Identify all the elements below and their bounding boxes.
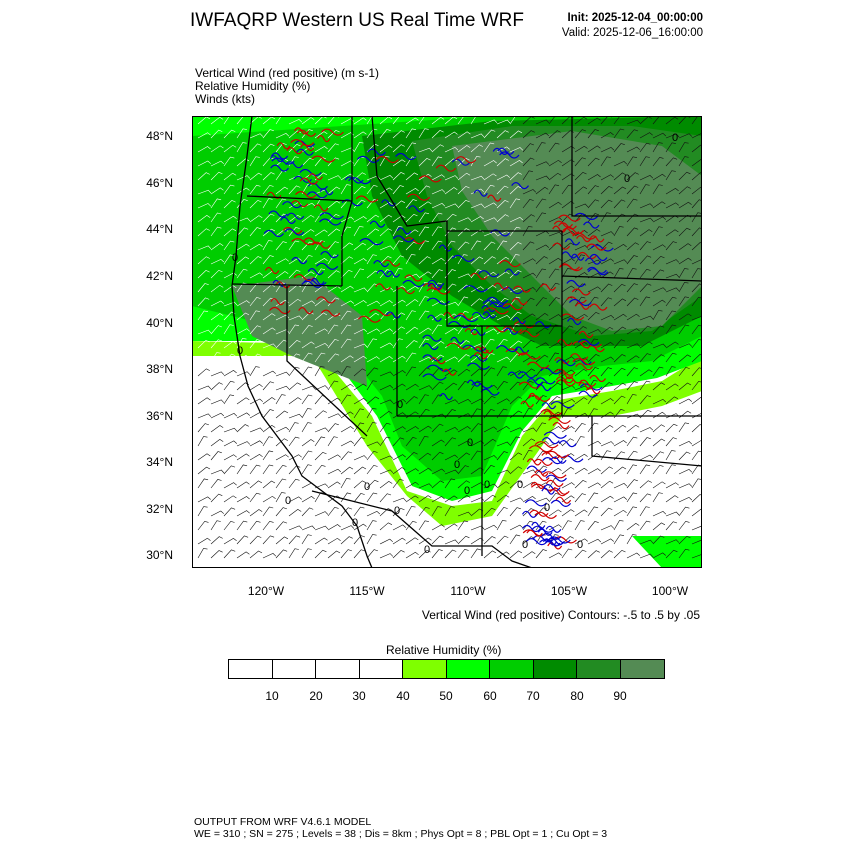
legend-tick: 90	[613, 689, 627, 703]
lat-label-36: 36°N	[146, 409, 173, 423]
legend-swatch	[360, 660, 404, 678]
rh-color-legend	[228, 659, 665, 679]
valid-time: Valid: 2025-12-06_16:00:00	[561, 27, 703, 39]
legend-tick: 50	[439, 689, 453, 703]
contour-label: 0	[424, 544, 431, 556]
contour-label: 0	[522, 539, 529, 551]
legend-swatch	[577, 660, 621, 678]
lat-label-38: 38°N	[146, 362, 173, 376]
contour-label: 0	[364, 481, 371, 493]
lat-label-44: 44°N	[146, 222, 173, 236]
legend-swatch	[534, 660, 578, 678]
contour-label: 0	[672, 132, 679, 144]
contour-label: 0	[232, 252, 239, 264]
legend-swatch	[621, 660, 665, 678]
legend-swatch	[490, 660, 534, 678]
lat-label-42: 42°N	[146, 269, 173, 283]
map-panel	[192, 116, 702, 568]
legend-tick: 30	[352, 689, 366, 703]
lon-label-120: 120°W	[247, 584, 285, 598]
legend-title: Relative Humidity (%)	[386, 643, 502, 657]
lat-label-48: 48°N	[146, 129, 173, 143]
contour-label: 0	[394, 505, 401, 517]
lon-label-105: 105°W	[550, 584, 588, 598]
contour-label: 0	[624, 173, 631, 185]
contour-info: Vertical Wind (red positive) Contours: -.5 to .5 by .05	[421, 608, 700, 622]
lat-label-46: 46°N	[146, 176, 173, 190]
contour-label: 0	[517, 479, 524, 491]
footer-model: OUTPUT FROM WRF V4.6.1 MODEL	[194, 816, 372, 828]
legend-tick: 80	[570, 689, 584, 703]
contour-label: 0	[237, 345, 244, 357]
variable-relative-humidity: Relative Humidity (%)	[195, 79, 311, 93]
contour-label: 0	[577, 539, 584, 551]
lon-label-115: 115°W	[349, 584, 385, 598]
legend-tick: 10	[265, 689, 279, 703]
lat-label-30: 30°N	[146, 548, 173, 562]
lat-label-34: 34°N	[146, 455, 173, 469]
legend-swatch	[273, 660, 317, 678]
contour-label: 0	[454, 459, 461, 471]
lat-label-40: 40°N	[146, 316, 173, 330]
footer-config: WE = 310 ; SN = 275 ; Levels = 38 ; Dis = 8km ; Phys Opt = 8 ; PBL Opt = 1 ; Cu Opt = 3	[194, 828, 608, 840]
legend-tick: 20	[309, 689, 323, 703]
legend-tick: 70	[526, 689, 540, 703]
plot-title: IWFAQRP Western US Real Time WRF	[190, 10, 524, 31]
lon-label-100: 100°W	[651, 584, 689, 598]
legend-tick: 60	[483, 689, 497, 703]
legend-swatch	[316, 660, 360, 678]
legend-tick: 40	[396, 689, 410, 703]
contour-label: 0	[544, 502, 551, 514]
init-time: Init: 2025-12-04_00:00:00	[567, 12, 703, 24]
contour-label: 0	[467, 437, 474, 449]
lat-label-32: 32°N	[146, 502, 173, 516]
variable-vertical-wind: Vertical Wind (red positive) (m s-1)	[195, 66, 380, 80]
legend-swatch	[403, 660, 447, 678]
variable-winds: Winds (kts)	[195, 92, 255, 106]
contour-label: 0	[484, 479, 491, 491]
contour-label: 0	[397, 399, 404, 411]
contour-label: 0	[464, 485, 471, 497]
lon-label-110: 110°W	[450, 584, 486, 598]
legend-swatch	[447, 660, 491, 678]
legend-swatch	[229, 660, 273, 678]
contour-label: 0	[352, 517, 359, 529]
contour-label: 0	[285, 495, 292, 507]
